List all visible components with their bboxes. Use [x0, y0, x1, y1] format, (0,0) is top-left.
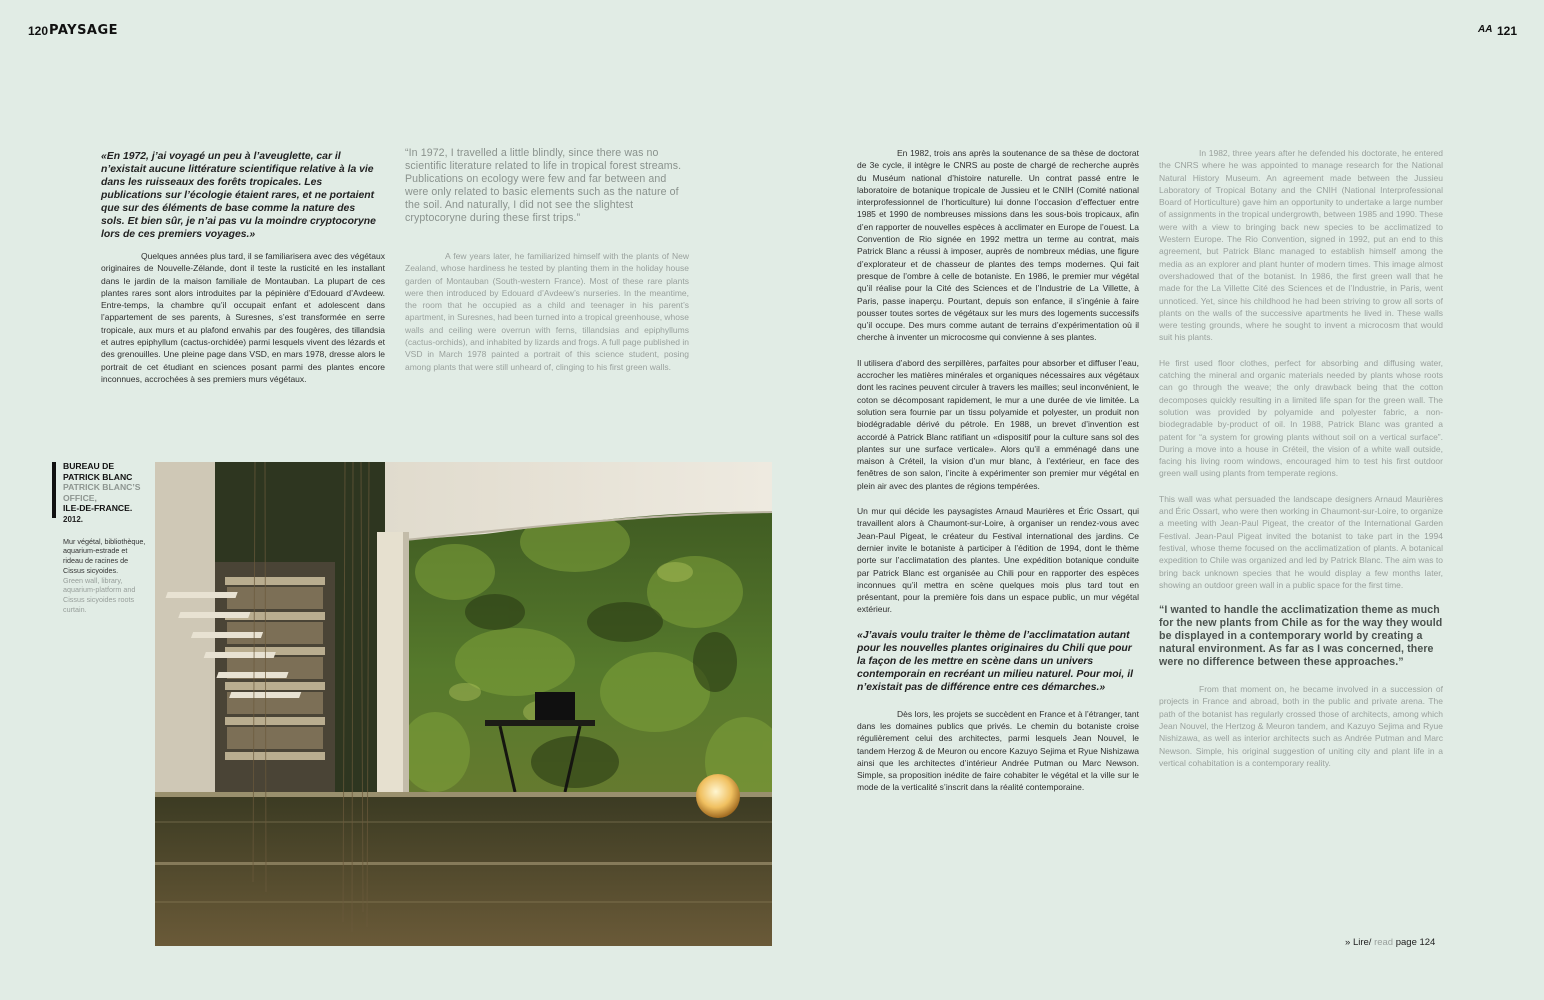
read-more-slash: / — [1368, 937, 1372, 948]
body-en-paragraph-4: From that moment on, he became involved in a succession of projects in France and abroad, both in the public and private arena. The path of the botanist has regularly crossed those of architects, among which Jean Nouvel, the Hertzog & Meuron tandem, and Kazuyo Sejima and Ryue Nishizawa, as well as interior architects such as Andrée Putman and Marc Newson. Simple, his original suggestion of uniting city and plant life in a vertical cohabitation is a contemporary reality. — [1159, 684, 1443, 768]
read-more-arrows: » — [1345, 937, 1351, 948]
read-more-link[interactable] — [1345, 937, 1435, 948]
body-fr-paragraph-4: Dès lors, les projets se succèdent en France et à l’étranger, tant dans les domaines publics que privés. Le chemin du botaniste croise régulièrement celui des architectes, parmi lesquels Jean Nouvel, le tandem Herzog & de Meuron ou encore Kazuyo Sejima et Ryue Nishizawa ainsi que les architectes d’intérieur Andrée Putman ou Marc Newson. Simple, sa proposition inédite de faire cohabiter le végétal et la ville sur le mode de la verticalité s’inscrit dans la réalité contemporaine. — [857, 708, 1139, 793]
body-text-fr: Quelques années plus tard, il se familiarisera avec des végétaux originaires de Nouvelle-Zélande, dont il teste la rusticité en les installant dans le jardin de la maison familiale de Montauban. La plupart de ces plantes rares sont alors introduites par la pépinière d’Edouard d’Avdeew. Entre-temps, la chambre qu’il occupait enfant et adolescent dans l’appartement de ses parents, à Suresnes, s’est transformée en serre tropicale, aux murs et au plafond envahis par des fougères, des tillandsia et autres epiphyllum (cactus-orchidée) parmi lesquels vivent des lézards et des grenouilles. Une pleine page dans VSD, en mars 1978, dresse alors le portrait de cet étudiant en sciences posant parmi des plantes encore inconnues, accrochées à ses premiers murs végétaux. — [101, 251, 385, 384]
office-photo — [155, 462, 772, 946]
caption-title-fr-2: PATRICK BLANC — [63, 471, 133, 482]
magazine-logo: AA — [1478, 24, 1493, 35]
caption-title-en-1: PATRICK BLANC’S — [63, 482, 141, 492]
read-more-en: read — [1374, 937, 1394, 948]
body-en-paragraph-2: He first used floor clothes, perfect for absorbing and diffusing water, catching the mineral and organic materials needed by plants whose roots can go through the weave; the only drawback being that the cotton decomposes quickly resulting in a limited life span for the green wall. The solution was provided by polyamide and polyester fabric, a non-biodegradable by-product of oil. In 1988, Patrick Blanc was granted a patent for “a system for growing plants without soil on a vertical surface”. During a move into a house in Créteil, the vision of a white wall outside, facing his living room windows, encouraged him to test his first outdoor green wall using plants from temperate regions. — [1159, 357, 1443, 479]
caption-location: ILE-DE-FRANCE. — [63, 503, 133, 513]
section-title: PAYSAGE — [49, 23, 119, 38]
body-fr-paragraph-2: Il utilisera d’abord des serpillères, parfaites pour absorber et diffuser l’eau, accrocher les matières minérales et organiques nécessaires aux végétaux dont les racines peuvent circuler à travers les mailles; seul inconvénient, le coton se décomposant rapidement, le mur a une durée de vie limitée. La solution sera fournie par un tissu polyamide et polyester, un produit non biodégradable dérivé du pétrole. En 1988, un brevet d’invention est accordé à Patrick Blanc ratifiant un «dispositif pour la culture sans sol des plantes sur une surface verticale». Alors qu’il a emménagé dans une maison à Créteil, la vision d’un mur blanc, à l’extérieur, en face des fenêtres de son salon, l’incite à expérimenter son premier mur végétal en plein air avec des plantes de régions tempérées. — [857, 357, 1139, 491]
office-photo-illustration — [155, 462, 772, 946]
body-text-en: A few years later, he familiarized himself with the plants of New Zealand, whose hardiness he tested by planting them in the holiday house garden of Montauban (South-western France). Most of these rare plants were then introduced by Edouard d’Avdeew’s nurseries. In the meantime, the room that he occupied as a child and teenager in his parent’s apartment, in Suresnes, had been turned into a tropical greenhouse, whose walls and ceiling were overrun with ferns, tillandsias and epiphyllums (cactus-orchids), and inhabited by lizards and frogs. A full page published in VSD in March 1978 painted a portrait of this science student, posing among plants that were still unheard of, clinging to his first green walls. — [405, 251, 689, 372]
body-fr-paragraph-1: En 1982, trois ans après la soutenance de sa thèse de doctorat de 3e cycle, il intègre le CNRS au poste de chargé de recherche auprès du Muséum national d’histoire naturelle. Un contrat passé entre le laboratoire de botanique tropicale de Jussieu et le CNIH (Comité national interprofessionnel de l’horticulture) lui donne l’occasion d’effectuer entre 1985 et 1990 de nombreuses missions dans les sous-bois tropicaux, afin d’en rapporter de nouvelles espèces à acclimater en Europe de l’ouest. La Convention de Rio signée en 1992 mettra un terme au contrat, mais Patrick Blanc a réussi à imposer, auprès de nombreux médias, une figure d’explorateur et de chasseur de plantes des temps modernes. Qui fait presque de l’ombre à celle de botaniste. En 1986, le premier mur végétal qu’il réalise pour la Cité des Sciences et de l’Industrie de La Villette, à Paris, passe inaperçu. Pourtant, depuis son enfance, il s’ingénie à faire pousser toutes sortes de végétaux sur les murs des logements successifs qu’il occupe. Des murs comme autant de terrains d’expérimentation où il cherche à inventer un microcosme qui convienne à ses plantes. — [857, 148, 1139, 343]
caption-year: 2012. — [63, 514, 84, 524]
body-en-paragraph-3: This wall was what persuaded the landscape designers Arnaud Maurières and Éric Ossart, who were then working in Chaumont-sur-Loire, to organize a meeting with Jean-Paul Pigeat, the creator of the International Garden Festival. Jean-Paul Pigeat invited the botanist to take part in the 1994 festival, whose theme focused on the acclimatization of plants. A botanical expedition to Chile was organized and led by Patrick Blanc. The aim was to bring back unknown species that he would display a few months later, showing an outdoor green wall in a public space for the first time. — [1159, 493, 1443, 590]
right-column-fr — [857, 147, 1139, 794]
right-page-number: 121 — [1497, 24, 1518, 38]
caption-text-fr: Mur végétal, bibliothèque, aquarium-estrade et rideau de racines de Cissus sicyoides. — [63, 536, 146, 575]
left-page-number: 120 — [28, 24, 49, 38]
pull-quote-en-right: “I wanted to handle the acclimatization theme as much for the new plants from Chile as for the way they would be displayed in a contemporary world by creating a natural environment. As far as I was concerned, there were no difference between these approaches.” — [1159, 604, 1443, 669]
body-en-paragraph-1: In 1982, three years after he defended his doctorate, he entered the CNRS where he was appointed to manage research for the National Natural History Museum. An agreement made between the Jussieu Laboratory of Tropical Botany and the CNIH (National Interprofessional Board of Horticulture) gave him an opportunity to undertake a large number of assignments in the tropical undergrowth, between 1985 and 1990. These were with a view to bringing back new species to be acclimatized to Western Europe. The Rio Convention, signed in 1992, put an end to this agreement, but Patrick Blanc managed to establish himself among the media as an explorer and plant hunter of modern times. This image almost overshadowed that of the botanist. In 1986, the first green wall that he made for the La Villette Cité des Sciences et de l’Industrie, in Paris, went unnoticed. Yet, since his childhood he had been striving to grow all sorts of plants on the walls of the successive apartments he lived in. These walls were testing grounds, where he sought to invent a microcosm that would suit his plants. — [1159, 148, 1443, 343]
pull-quote-fr: «En 1972, j’ai voyagé un peu à l’aveuglette, car il n’existait aucune littérature scientifique relative à la vie dans les ruisseaux des forêts tropicales. Les publications sur l’écologie étaient rares, et ne portaient que sur des éléments de base comme la nature des sols. Et bien sûr, je n’ai pas vu la moindre cryptocoryne lors de ces premiers voyages.» — [101, 151, 376, 240]
caption-text-en: Green wall, library, aquarium-platform and Cissus sicyoides roots curtain. — [63, 575, 136, 615]
caption-marker — [52, 462, 56, 518]
read-more-page: page 124 — [1395, 937, 1436, 948]
body-fr-paragraph-3: Un mur qui décide les paysagistes Arnaud Maurières et Éric Ossart, qui travaillent alors à Chaumont-sur-Loire, à organiser un rendez-vous avec Jean-Paul Pigeat, le créateur du Festival international des jardins. Ce dernier invite le botaniste à participer à l’édition de 1994, dont le thème porte sur l’acclimatation des plantes. Une expédition botanique conduite par Patrick Blanc est organisée au Chili pour en rapporter des espèces inconnues qu’il mettra en scène quelques mois plus tard tout en présentant, pour la première fois dans un espace public, un mur végétal extérieur. — [857, 506, 1139, 615]
pull-quote-en: “In 1972, I travelled a little blindly, since there was no scientific literature related to life in tropical forest streams. Publications on ecology were few and far between and were only related to basic elements such as the nature of the soil. And naturally, I did not see the slightest cryptocoryne during these first trips.” — [405, 147, 682, 224]
pull-quote-fr-right: «J’avais voulu traiter le thème de l’acclimatation autant pour les nouvelles plantes originaires du Chili que pour la façon de les mettre en scène dans un univers contemporain en recréant un milieu naturel. Pour moi, il n’existait pas de différence entre ces démarches.» — [857, 629, 1133, 693]
caption-title-fr-1: BUREAU DE — [63, 461, 115, 471]
photo-caption — [63, 461, 148, 615]
caption-title-en-2: OFFICE, — [63, 492, 97, 503]
right-column-en — [1159, 147, 1443, 769]
read-more-fr: Lire — [1352, 937, 1369, 948]
